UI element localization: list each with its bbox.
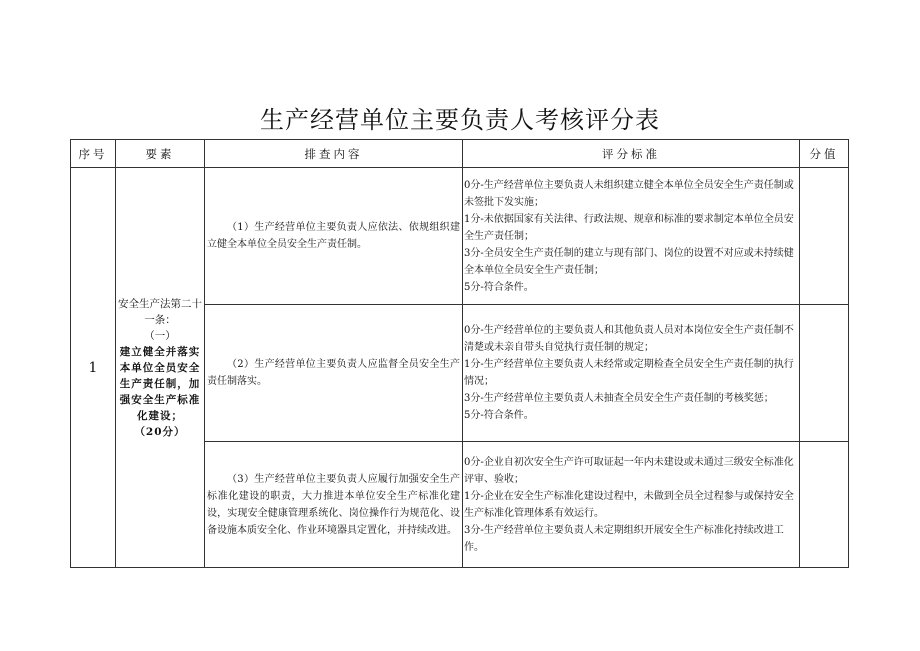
criteria-line: 0分-生产经营单位主要负责人未组织建立健全本单位全员安全生产责任制或未签批下发实施； (464, 179, 794, 208)
criteria-line: 1分-企业在安全生产标准化建设过程中，未做到全员全过程参与或保持安全生产标准化管理体系有效运行。 (464, 490, 794, 519)
criteria-line: 0分-企业自初次安全生产许可取证起一年内未建设或未通过三级安全标准化评审、验收； (464, 456, 794, 485)
criteria-line: 3分-全员安全生产责任制的建立与现有部门、岗位的设置不对应或未持续健全本单位全员安全生产责任制； (464, 247, 794, 276)
seq-cell: 1 (71, 168, 116, 568)
header-seq: 序号 (71, 140, 116, 168)
content-cell: （2）生产经营单位主要负责人应监督全员安全生产责任制落实。 (205, 305, 463, 442)
criteria-line: 1分-生产经营单位主要负责人未经常或定期检查全员安全生产责任制的执行情况； (464, 359, 794, 387)
criteria-line: 1分-未依据国家有关法律、行政法规、规章和标准的要求制定本单位全员安全生产责任制； (464, 213, 794, 242)
criteria-line: 5分-符合条件。 (464, 281, 534, 293)
table-row (71, 168, 849, 305)
header-score: 分值 (800, 140, 849, 168)
header-content: 排查内容 (205, 140, 463, 168)
element-points: （20分） (134, 425, 186, 438)
clause-number: （一） (144, 329, 176, 342)
score-table (70, 139, 849, 568)
criteria-cell (463, 168, 800, 305)
criteria-line: 3分-生产经营单位主要负责人未抽查全员安全生产责任制的考核奖惩； (464, 393, 774, 404)
element-title: 建立健全并落实本单位全员安全生产责任制，加强安全生产标准化建设； (119, 345, 201, 422)
law-reference: 安全生产法第二十一条： (118, 297, 202, 326)
content-cell: （1）生产经营单位主要负责人应依法、依规组织建立健全本单位全员安全生产责任制。 (205, 168, 463, 305)
header-element: 要素 (116, 140, 205, 168)
header-criteria: 评分标准 (463, 140, 800, 168)
content-cell: （3）生产经营单位主要负责人应履行加强安全生产标准化建设的职责，大力推进本单位安全生产标准化建设，实现安全健康管理系统化、岗位操作行为规范化、设备设施本质安全化、作业环境器具定置化，并持续改进。 (205, 442, 463, 568)
criteria-line: 0分-生产经营单位的主要负责人和其他负责人员对本岗位安全生产责任制不清楚或未亲自带头自觉执行责任制的规定； (464, 325, 794, 353)
criteria-line: 3分-生产经营单位主要负责人未定期组织开展安全生产标准化持续改进工作。 (464, 524, 784, 553)
criteria-cell (463, 305, 800, 442)
score-cell (800, 168, 849, 305)
element-cell (116, 168, 205, 568)
criteria-cell (463, 442, 800, 568)
score-cell (800, 442, 849, 568)
score-cell (800, 305, 849, 442)
page-title: 生产经营单位主要负责人考核评分表 (260, 106, 660, 134)
header-row (71, 140, 849, 168)
criteria-line: 5分-符合条件。 (464, 410, 534, 421)
